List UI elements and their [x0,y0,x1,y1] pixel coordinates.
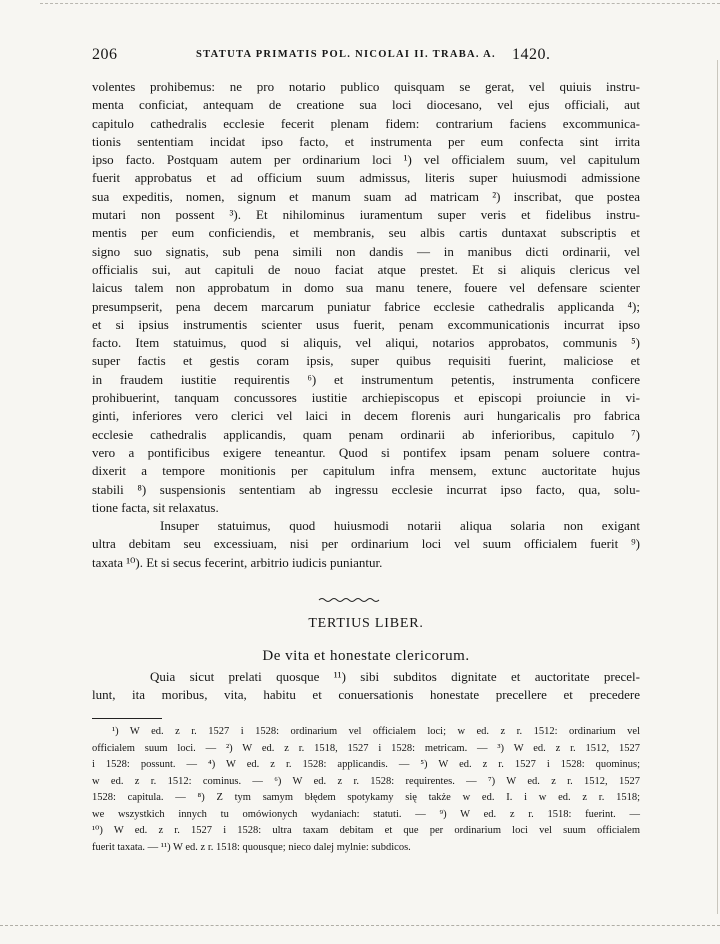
text-line: in fraudem iustitie requirentis ⁶) et instrumentum petentis, instrumenta conficere [92,371,640,387]
text-line: ultra debitam seu excessiuam, nisi per ordinarium loci vel suum officialem fuerit ⁹) [92,536,640,552]
text-line: stabili ⁸) suspensionis sententiam ab ingressu ecclesie incurrat ipso facto, qua, solu- [92,481,640,497]
text-line: ginti, inferiores vero clerici vel laici in decem florenis auri hungaricalis pro fabrica [92,408,640,424]
text-line: volentes prohibemus: ne pro notario publico quisquam se gerat, vel quiuis instru- [92,79,640,94]
text-line: lunt, ita moribus, vita, habitu et conuersationis honestate precellere et precedere [92,687,640,703]
running-title: STATUTA PRIMATIS POL. NICOLAI II. TRABA. A. [196,49,496,60]
chapter-text [92,668,640,705]
section-ornament [318,596,382,604]
text-line: tione facta, sit relaxatus. [92,499,219,515]
footnote-line: ¹⁰) W ed. z r. 1527 i 1528: ultra taxam debitam et que per ordinarium loci vel suum officialem [92,825,640,836]
running-year: 1420. [512,46,551,63]
right-edge-line [717,60,718,914]
running-header [92,46,640,66]
footnote-line: ¹) W ed. z r. 1527 i 1528: ordinarium vel officialem loci; w ed. z r. 1512: ordinarium vel [112,726,640,737]
footnote-line: w ed. z r. 1512: cominus. — ⁶) W ed. z r. 1528: requirentes. — ⁷) W ed. z r. 1512, 1527 [92,775,640,787]
text-line: et si ipsius instrumentis scienter usus fuerit, penam excommunicationis incurrat ipso [92,316,640,332]
text-line: presumpserit, pena decem marcarum puniatur fabrice ecclesie cathedralis applicanda ⁴); [92,298,640,314]
footnote-line: fuerit taxata. — ¹¹) W ed. z r. 1518: quousque; nieco dalej mylnie: subdicos. [92,841,411,853]
text-line: super factis et gestis coram ipsis, super quibus requisiti fuerint, maliciose et [92,353,640,369]
footnotes [92,724,640,856]
text-line: vero a pontificibus exigere teneantur. Quod si pontifex ipsam penam soluere contra- [92,444,640,460]
footnote-line: i 1528: possunt. — ⁴) W ed. z r. 1528: applicandis. — ⁵) W ed. z r. 1527 i 1528: quominus; [92,759,640,770]
footnote-line: we wszystkich innych tu omówionych wydaniach: statuti. — ⁹) W ed. z r. 1518: fuerint. — [92,808,640,820]
text-line: menta conficiat, antequam de creatione sua loci diocesano, vel ejus officiali, aut [92,97,640,113]
text-line: prohibuerint, tanquam concussores iustitie archiepiscopus et episcopi proiuncie in vi- [92,390,640,406]
text-line: fuerit approbatus et ad officium suum admissus, literis super huiusmodi admissione [92,170,640,186]
bottom-edge-line [0,925,720,926]
text-line: sua expeditis, nomen, signum et manum suam ad matricam ²) inscribat, que postea [92,188,640,204]
footnote-line: officialem suum loci. — ²) W ed. z r. 1518, 1527 i 1528: metricam. — ³) W ed. z r. 1512, 1527 [92,742,640,754]
text-line: tionis sententiam incidat ipso facto, et instrumenta per eum confecta sint irrita [92,133,640,149]
text-line: facto. Item statuimus, quod si aliquis, vel aliqui, notarios approbatos, communis ⁵) [92,335,640,351]
text-line: Quia sicut prelati quosque ¹¹) sibi subditos dignitate et auctoritate precel- [150,669,640,684]
text-line: ecclesie cathedralis applicandis, quam penam ordinarii ab inferioribus, capitulo ⁷) [92,426,640,442]
text-line: laicus talem non approbatum in domo sua manu tenere, fouere vel defensare scienter [92,280,640,296]
top-edge-line [40,3,720,4]
chapter-subheading: De vita et honestate clericorum. [262,648,470,664]
text-line: taxata ¹⁰). Et si secus fecerint, arbitrio iudicis puniantur. [92,554,383,570]
text-line: mentis per eum conficiendis, et membranis, seu albis cartis duntaxat subscriptis et [92,225,640,241]
text-line: mutari non possent ³). Et nihilominus iuramentum super veris et fidelibus instru- [92,207,640,223]
footnote-line: 1528: capitula. — ⁸) Z tym samym błędem spotykamy się także w ed. I. i w ed. z r. 1518; [92,792,640,803]
text-line: ipso facto. Postquam autem per ordinarium loci ¹) vel officialem suum, vel capitulum [92,152,640,168]
section-heading: TERTIUS LIBER. [308,616,424,631]
main-text [92,78,640,572]
footnote-rule [92,718,162,719]
text-line: signo suo signatis, sub pena simili non dandis — in manibus dicti ordinarii, vel [92,243,640,259]
page-number: 206 [92,46,118,63]
text-line: officialis sui, aut capituli de nouo faciat atque prestet. Et si aliquis clericus vel [92,261,640,277]
text-line: dixerit a tempore monitionis per capitulum infra mensem, extunc auctoritate hujus [92,463,640,479]
text-line: Insuper statuimus, quod huiusmodi notarii aliqua solaria non exigant [160,518,640,534]
text-line: capitulo cathedralis ecclesie fecerit plenam fidem: contrarium faciens excommunica- [92,115,640,131]
